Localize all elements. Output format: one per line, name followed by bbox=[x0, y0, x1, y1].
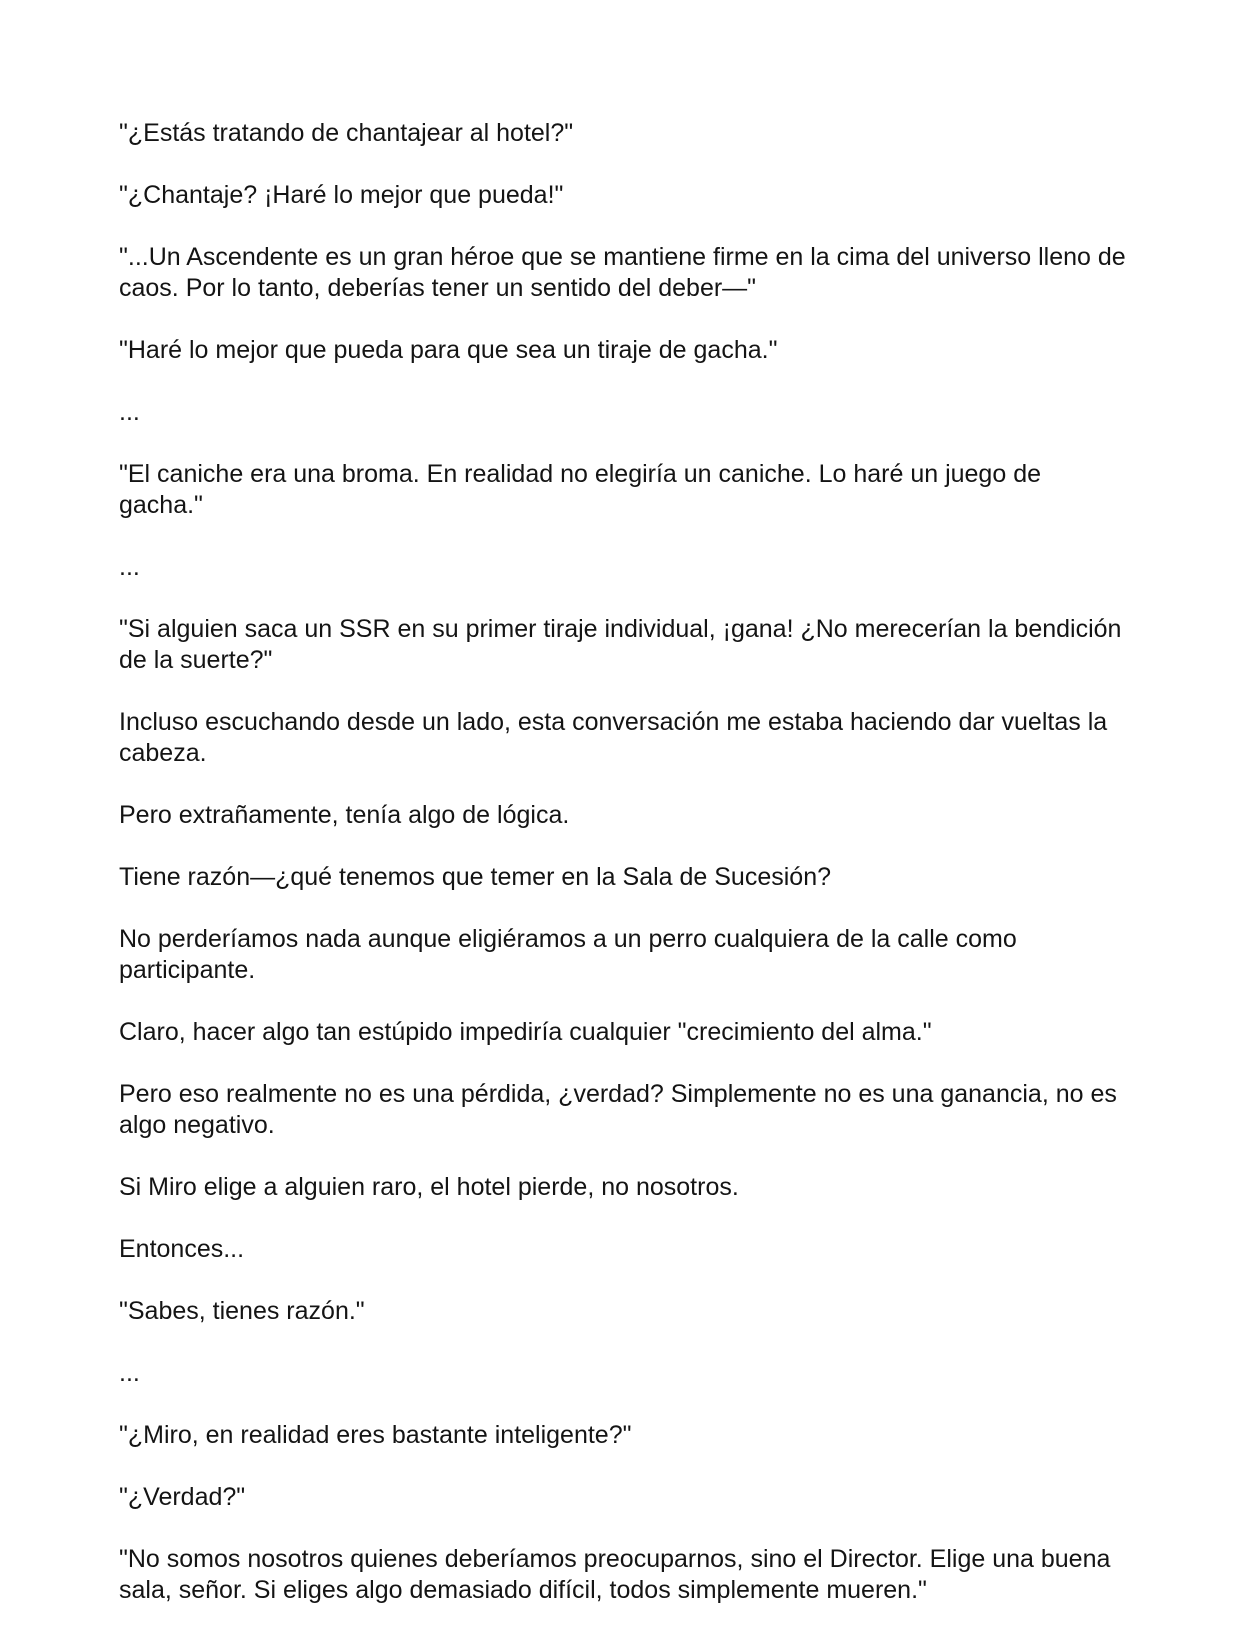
paragraph: No perderíamos nada aunque eligiéramos a un perro cualquiera de la calle como participante. bbox=[119, 925, 1017, 984]
paragraph: Si Miro elige a alguien raro, el hotel pierde, no nosotros. bbox=[119, 1173, 739, 1201]
paragraph: "¿Chantaje? ¡Haré lo mejor que pueda!" bbox=[119, 181, 564, 209]
paragraph: ... bbox=[119, 1359, 140, 1387]
paragraph: "¿Estás tratando de chantajear al hotel?" bbox=[119, 119, 574, 147]
paragraph: Pero eso realmente no es una pérdida, ¿verdad? Simplemente no es una ganancia, no es algo negativo. bbox=[119, 1080, 1117, 1139]
paragraph: Claro, hacer algo tan estúpido impediría cualquier "crecimiento del alma." bbox=[119, 1018, 932, 1046]
paragraph: "¿Miro, en realidad eres bastante inteligente?" bbox=[119, 1421, 632, 1449]
paragraph: "Sabes, tienes razón." bbox=[119, 1297, 365, 1325]
paragraph: "Si alguien saca un SSR en su primer tiraje individual, ¡gana! ¿No merecerían la bendición de la suerte?" bbox=[119, 615, 1122, 674]
document-body bbox=[119, 118, 1129, 1637]
paragraph: Tiene razón—¿qué tenemos que temer en la Sala de Sucesión? bbox=[119, 863, 831, 891]
paragraph: Incluso escuchando desde un lado, esta conversación me estaba haciendo dar vueltas la cabeza. bbox=[119, 708, 1108, 767]
paragraph: "El caniche era una broma. En realidad no elegiría un caniche. Lo haré un juego de gacha." bbox=[119, 460, 1041, 519]
paragraph: "¿Verdad?" bbox=[119, 1483, 246, 1511]
paragraph: Entonces... bbox=[119, 1235, 245, 1263]
paragraph: ... bbox=[119, 398, 140, 426]
paragraph: "Haré lo mejor que pueda para que sea un tiraje de gacha." bbox=[119, 336, 778, 364]
paragraph: "No somos nosotros quienes deberíamos preocuparnos, sino el Director. Elige una buena sala, señor. Si eliges algo demasiado difícil, todos simplemente mueren." bbox=[119, 1545, 1111, 1604]
paragraph: Pero extrañamente, tenía algo de lógica. bbox=[119, 801, 570, 829]
paragraph: ... bbox=[119, 553, 140, 581]
paragraph: "...Un Ascendente es un gran héroe que se mantiene firme en la cima del universo lleno de caos. Por lo tanto, deberías tener un sentido del deber—" bbox=[119, 243, 1126, 302]
